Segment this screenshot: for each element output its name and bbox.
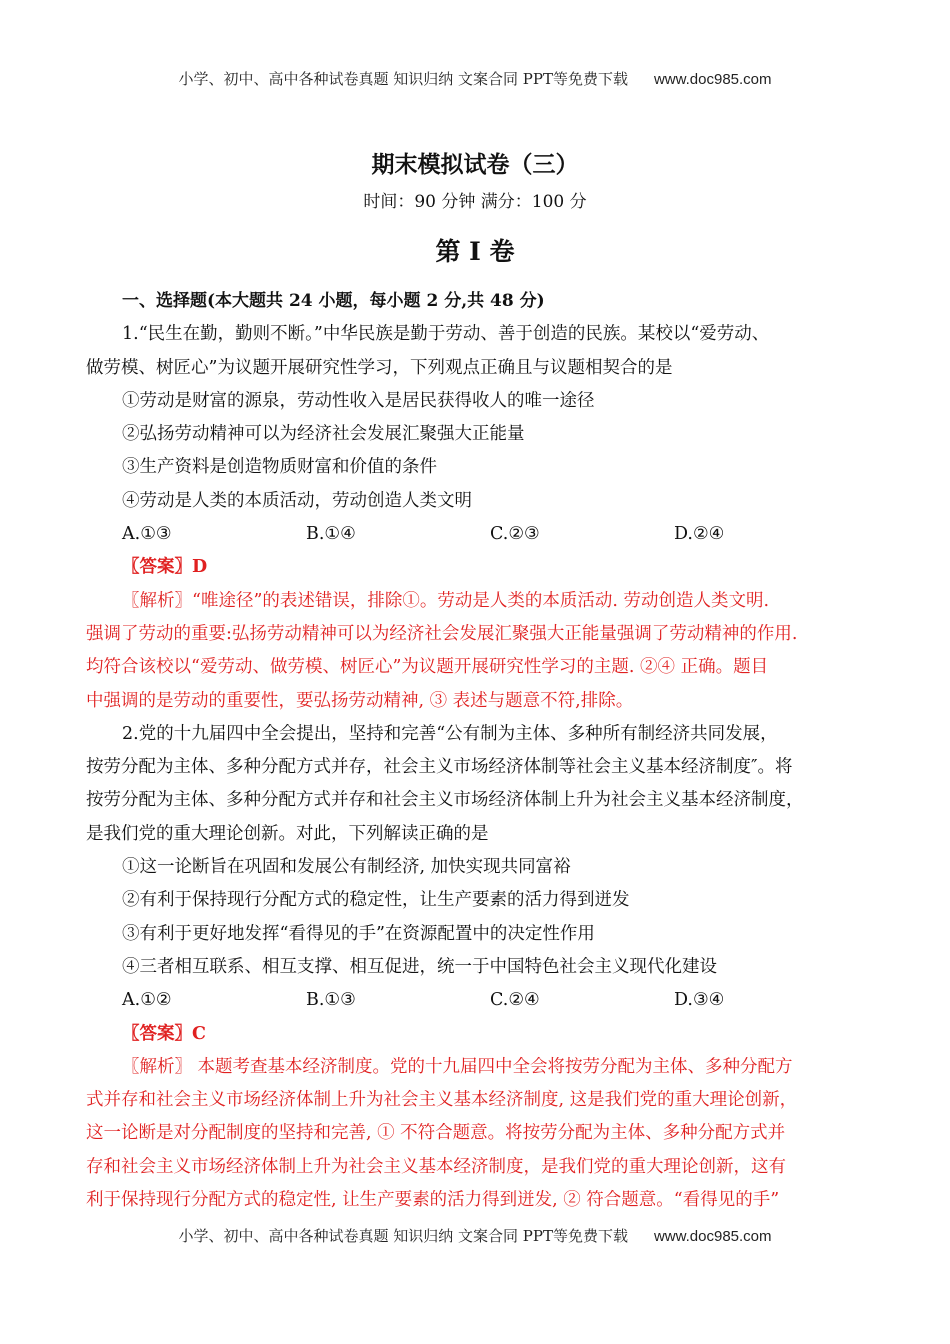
- q2-stem-line: 按劳分配为主体、多种分配方式并存和社会主义市场经济体制上升为社会主义基本经济制度，: [86, 790, 804, 811]
- footer-site-link[interactable]: www.doc985.com: [653, 1228, 772, 1245]
- q2-item: ②有利于保持现行分配方式的稳定性，让生产要素的活力得到迸发: [122, 890, 630, 911]
- header-text: 小学、初中、高中各种试卷真题 知识归纳 文案合同 PPT等免费下载: [178, 70, 628, 88]
- q1-stem-line: 做劳模、树匠心”为议题开展研究性学习，下列观点正确且与议题相契合的是: [86, 357, 673, 378]
- q1-analysis-line: 中强调的是劳动的重要性，要弘扬劳动精神, ③ 表述与题意不符,排除。: [86, 690, 634, 711]
- q1-analysis-line: 强调了劳动的重要:弘扬劳动精神可以为经济社会发展汇聚强大正能量强调了劳动精神的作用.: [86, 623, 798, 644]
- q2-options: [86, 984, 876, 1017]
- q1-answer: 〖答案〗D: [122, 557, 208, 578]
- q2-stem-line: 是我们党的重大理论创新。对此，下列解读正确的是: [86, 823, 489, 844]
- q2-answer: 〖答案〗C: [122, 1023, 206, 1044]
- q1-item: ①劳动是财富的源泉，劳动性收入是居民获得收人的唯一途径: [122, 390, 595, 411]
- q1-analysis-line: 均符合该校以“爱劳动、做劳模、树匠心”为议题开展研究性学习的主题. ②④ 正确。题目: [86, 657, 769, 678]
- q2-item: ③有利于更好地发挥“看得见的手”在资源配置中的决定性作用: [122, 923, 595, 944]
- footer-text: 小学、初中、高中各种试卷真题 知识归纳 文案合同 PPT等免费下载: [178, 1227, 628, 1245]
- section-heading: 一、选择题(本大题共 24 小题，每小题 2 分,共 48 分): [122, 291, 545, 311]
- page-header: [0, 68, 950, 89]
- q2-analysis-line: 式并存和社会主义市场经济体制上升为社会主义基本经济制度, 这是我们党的重大理论创新，: [86, 1090, 798, 1111]
- q1-item: ③生产资料是创造物质财富和价值的条件: [122, 457, 437, 478]
- exam-subtitle: 时间：90 分钟 满分：100 分: [363, 192, 587, 212]
- q2-item: ①这一论断旨在巩固和发展公有制经济, 加快实现共同富裕: [122, 857, 571, 878]
- q1-item: ④劳动是人类的本质活动，劳动创造人类文明: [122, 490, 472, 511]
- q2-analysis-line: 存和社会主义市场经济体制上升为社会主义基本经济制度，是我们党的重大理论创新，这有: [86, 1156, 786, 1177]
- q2-analysis-line: 〖解析〗 本题考查基本经济制度。党的十九届四中全会将按劳分配为主体、多种分配方: [122, 1056, 793, 1077]
- q2-option-a: A.①②: [122, 990, 172, 1011]
- q2-analysis-line: 这一论断是对分配制度的坚持和完善, ① 不符合题意。将按劳分配为主体、多种分配方式并: [86, 1123, 786, 1144]
- q1-options: [86, 518, 876, 551]
- q2-stem-line: 2.党的十九届四中全会提出，坚持和完善“公有制为主体、多种所有制经济共同发展，: [122, 723, 778, 744]
- q1-analysis-line: 〖解析〗“唯途径”的表述错误，排除①。劳动是人类的本质活动. 劳动创造人类文明.: [122, 590, 770, 611]
- q1-option-d: D.②④: [674, 524, 725, 545]
- volume-heading: 第 I 卷: [435, 237, 515, 266]
- exam-content: [86, 285, 876, 1217]
- q2-analysis-line: 利于保持现行分配方式的稳定性, 让生产要素的活力得到迸发, ② 符合题意。“看得见的手”: [86, 1190, 780, 1211]
- q2-stem-line: 按劳分配为主体、多种分配方式并存，社会主义市场经济体制等社会主义基本经济制度″。将: [86, 757, 793, 778]
- q2-item: ④三者相互联系、相互支撑、相互促进，统一于中国特色社会主义现代化建设: [122, 956, 717, 977]
- q2-option-c: C.②④: [490, 990, 540, 1011]
- q1-option-b: B.①④: [306, 524, 356, 545]
- q1-item: ②弘扬劳动精神可以为经济社会发展汇聚强大正能量: [122, 424, 525, 445]
- q2-option-d: D.③④: [674, 990, 725, 1011]
- q2-option-b: B.①③: [306, 990, 356, 1011]
- q1-option-c: C.②③: [490, 524, 540, 545]
- exam-title: 期末模拟试卷（三）: [371, 151, 579, 178]
- header-site-link[interactable]: www.doc985.com: [653, 71, 772, 88]
- q1-stem-line: 1.“民生在勤，勤则不断。”中华民族是勤于劳动、善于创造的民族。某校以“爱劳动、: [122, 324, 770, 345]
- page-footer: [0, 1225, 950, 1246]
- q1-option-a: A.①③: [122, 524, 172, 545]
